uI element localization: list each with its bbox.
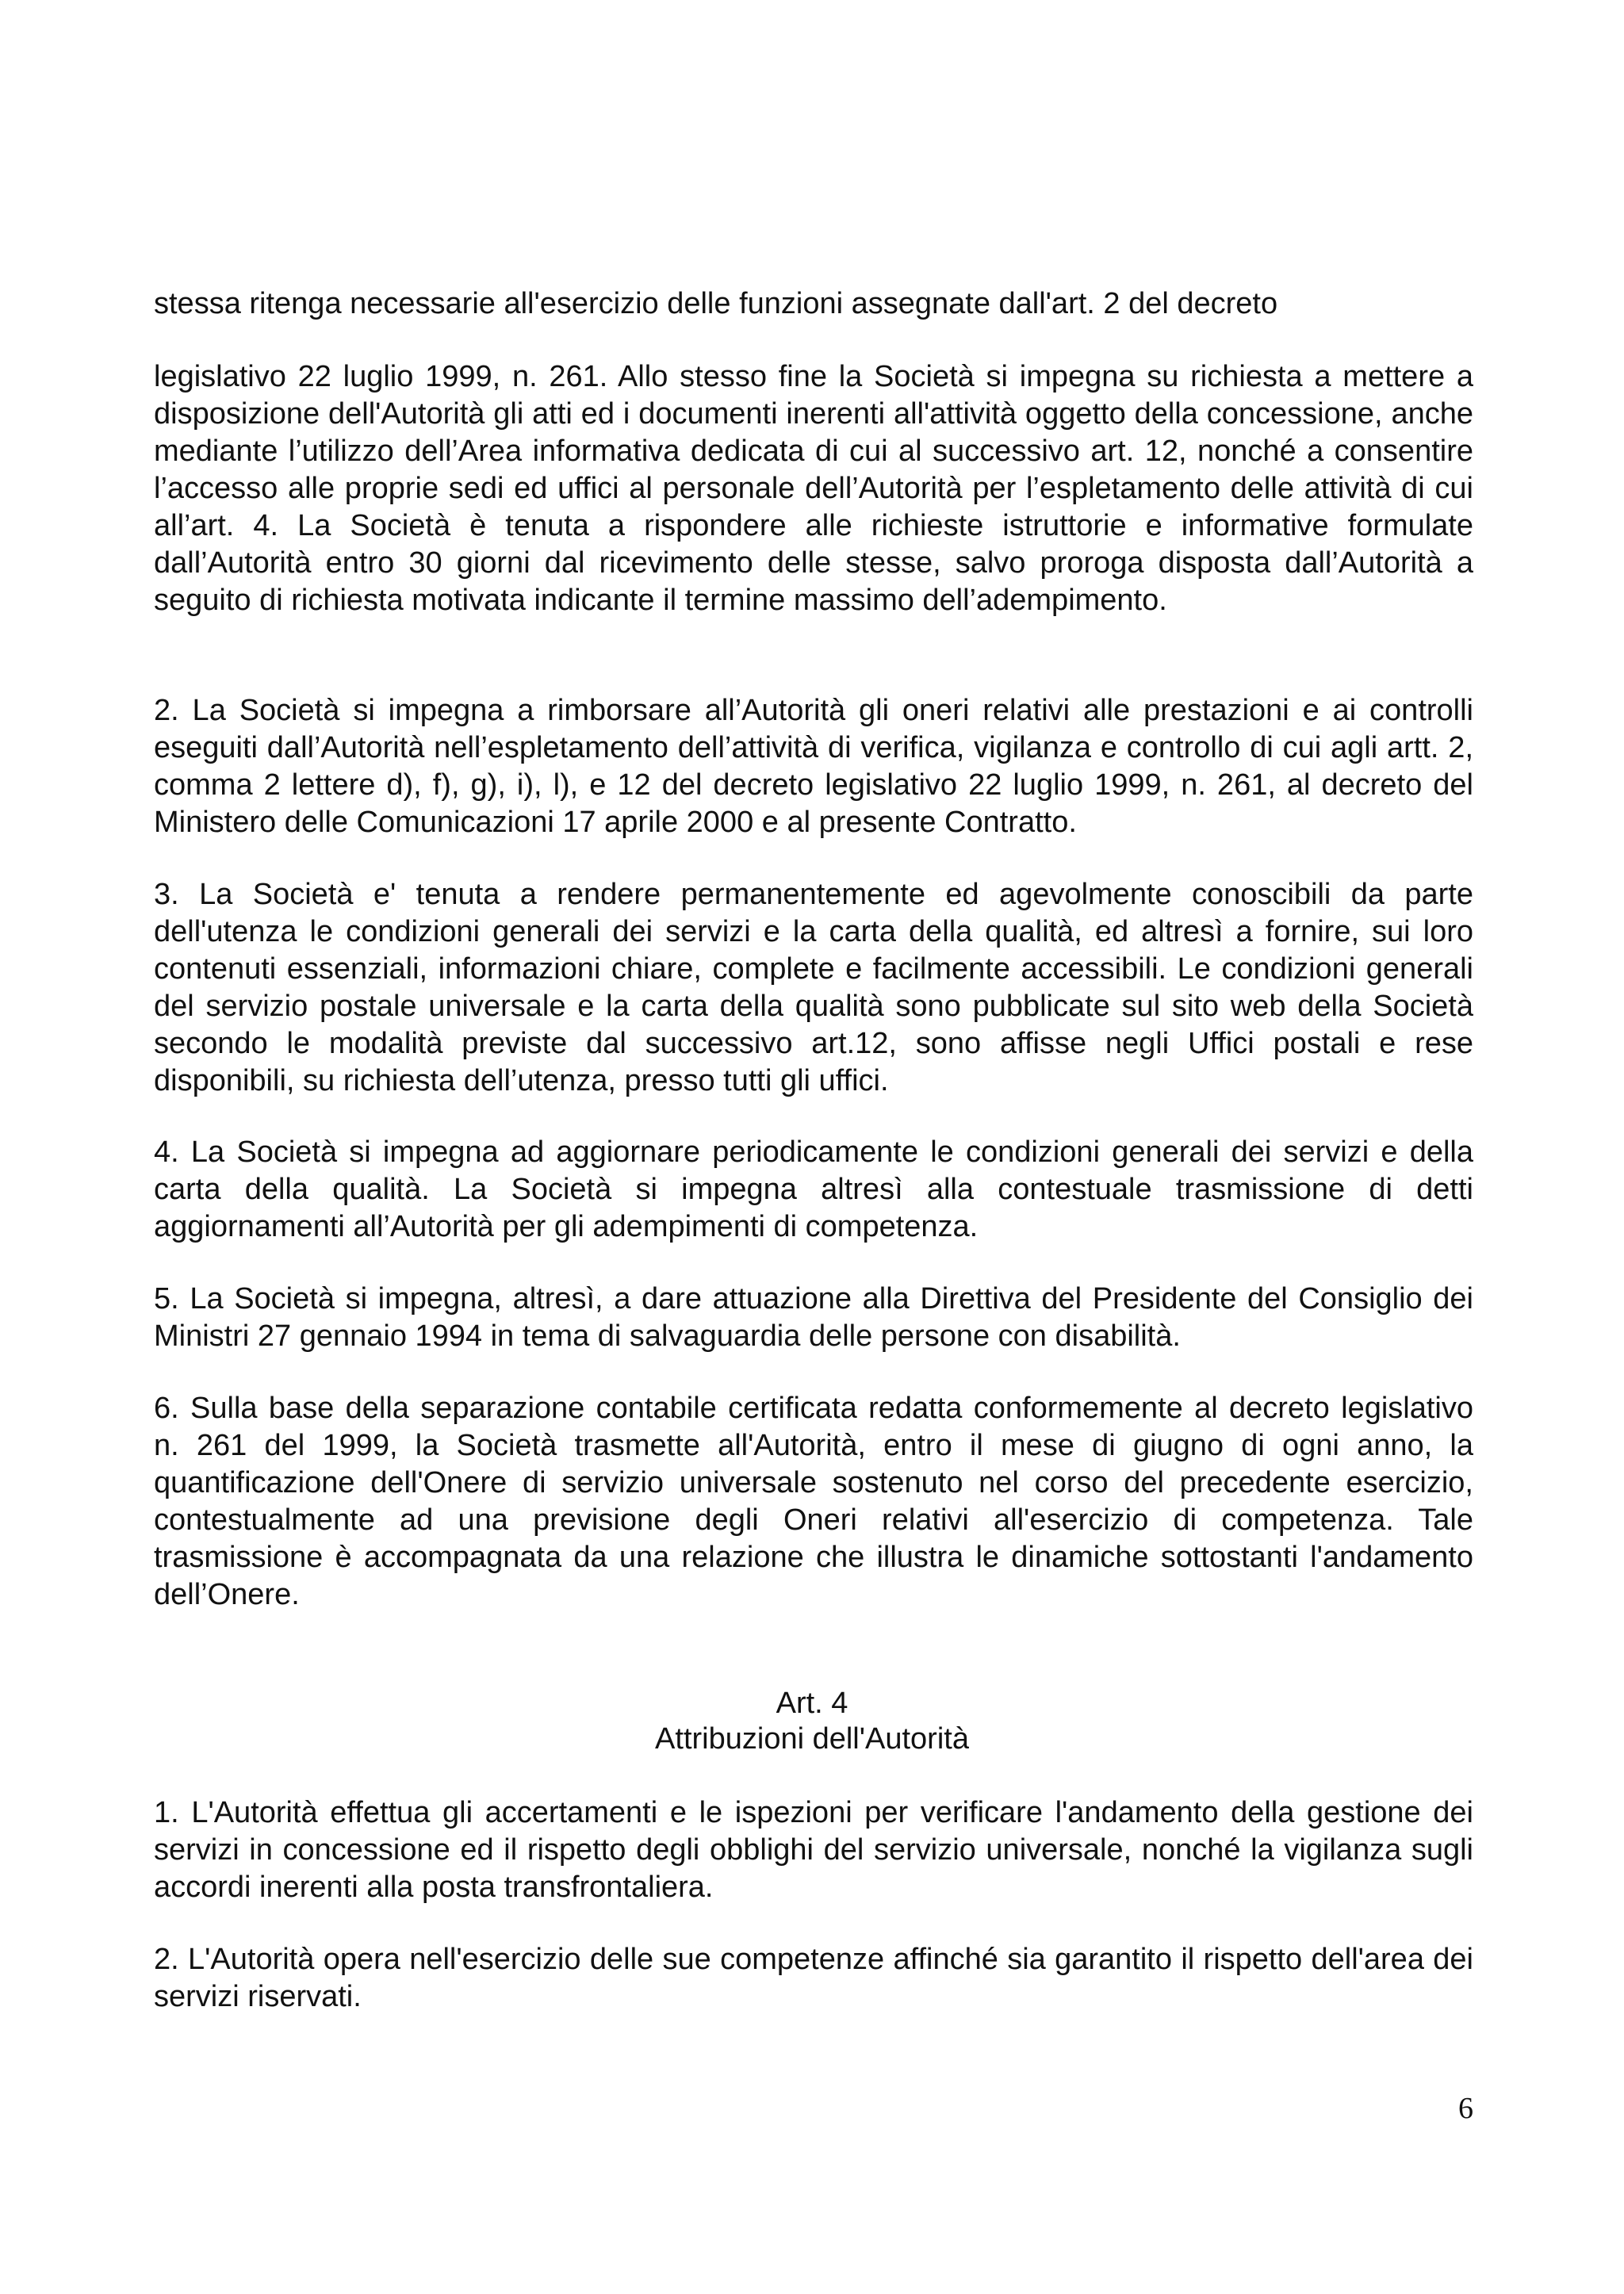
paragraph-3 (154, 876, 1473, 1100)
article-number: Art. 4 (776, 1687, 848, 1720)
paragraph-text: 2. L'Autorità opera nell'esercizio delle sue competenze affinché sia garantito il rispetto dell'area dei servizi riservati. (154, 1943, 1473, 2013)
paragraph-text: 6. Sulla base della separazione contabile certificata redatta conformemente al decreto legislativo n. 261 del 1999, la Società trasmette all'Autorità, entro il mese di giugno di ogni anno, la quantificazione dell'Onere di servizio universale sostenuto nel corso del precedente esercizio, contestualmente ad una previsione degli Oneri relativi all'esercizio di competenza. Tale trasmissione è accompagnata da una relazione che illustra le dinamiche sottostanti l'andamento dell’Onere. (154, 1392, 1473, 1611)
paragraph-text: 5. La Società si impegna, altresì, a dare attuazione alla Direttiva del Presidente del Consiglio dei Ministri 27 gennaio 1994 in tema di salvaguardia delle persone con disabilità. (154, 1282, 1473, 1353)
article-paragraph-1 (154, 1794, 1473, 1906)
paragraph-5 (154, 1281, 1473, 1355)
paragraph-4 (154, 1134, 1473, 1246)
paragraph-6 (154, 1390, 1473, 1614)
paragraph-text: 2. La Società si impegna a rimborsare all’Autorità gli oneri relativi alle prestazioni e ai controlli eseguiti dall’Autorità nell’espletamento dell’attività di verifica, vigilanza e controllo di cui agli artt. 2, comma 2 lettere d), f), g), i), l), e 12 del decreto legislativo 22 luglio 1999, n. 261, al decreto del Ministero delle Comunicazioni 17 aprile 2000 e al presente Contratto. (154, 694, 1473, 839)
paragraph-2 (154, 692, 1473, 841)
article-title: Attribuzioni dell'Autorità (655, 1722, 969, 1756)
page-number: 6 (1458, 2092, 1473, 2125)
paragraph-text: 3. La Società e' tenuta a rendere permanentemente ed agevolmente conoscibili da parte dell'utenza le condizioni generali dei servizi e la carta della qualità, ed altresì a fornire, sui loro contenuti essenziali, informazioni chiare, complete e facilmente accessibili. Le condizioni generali del servizio postale universale e la carta della qualità sono pubblicate sul sito web della Società secondo le modalità previste dal successivo art.12, sono affisse negli Uffici postali e rese disponibili, su richiesta dell’utenza, presso tutti gli uffici. (154, 878, 1473, 1097)
paragraph-text: legislativo 22 luglio 1999, n. 261. Allo stesso fine la Società si impegna su richiesta a mettere a disposizione dell'Autorità gli atti ed i documenti inerenti all'attività oggetto della concessione, anche mediante l’utilizzo dell’Area informativa dedicata di cui al successivo art. 12, nonché a consentire l’accesso alle proprie sedi ed uffici al personale dell’Autorità per l’espletamento delle attività di cui all’art. 4. La Società è tenuta a rispondere alle richieste istruttorie e informative formulate dall’Autorità entro 30 giorni dal ricevimento delle stesse, salvo proroga disposta dall’Autorità a seguito di richiesta motivata indicante il termine massimo dell’adempimento. (154, 360, 1473, 617)
continuation-line: stessa ritenga necessarie all'esercizio delle funzioni assegnate dall'art. 2 del decreto (154, 287, 1278, 320)
paragraph-1 (154, 358, 1473, 619)
article-paragraph-2 (154, 1941, 1473, 2016)
paragraph-text: 4. La Società si impegna ad aggiornare periodicamente le condizioni generali dei servizi e della carta della qualità. La Società si impegna altresì alla contestuale trasmissione di detti aggiornamenti all’Autorità per gli adempimenti di competenza. (154, 1136, 1473, 1243)
paragraph-text: 1. L'Autorità effettua gli accertamenti e le ispezioni per verificare l'andamento della gestione dei servizi in concessione ed il rispetto degli obblighi del servizio universale, nonché la vigilanza sugli accordi inerenti alla posta transfrontaliera. (154, 1796, 1473, 1904)
